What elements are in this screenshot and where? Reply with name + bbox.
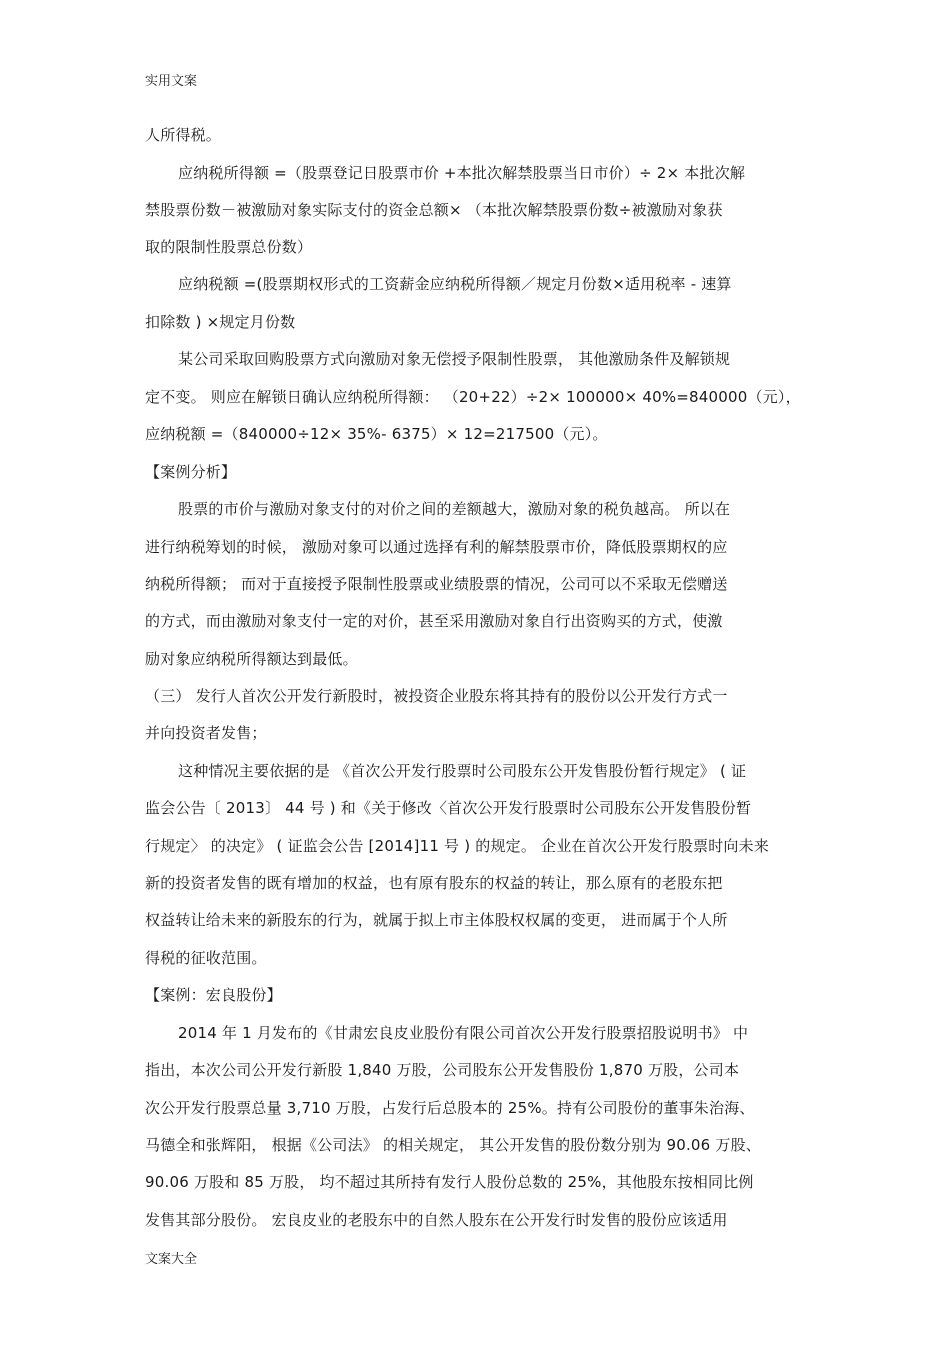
- text-line: 应纳税额 =（840000÷12× 35%- 6375）× 12=217500（元）。: [145, 425, 608, 443]
- text-line: 马德全和张辉阳， 根据《公司法》 的相关规定， 其公开发售的股份数分别为 90.06 万股、: [145, 1136, 761, 1154]
- text-line: 行规定〉 的决定》 ( 证监会公告 [2014]11 号 ) 的规定。 企业在首次公开发行股票时向未来: [145, 837, 770, 855]
- formula-line: 取的限制性股票总份数）: [145, 238, 313, 256]
- text-line: 新的投资者发售的既有增加的权益，也有原有股东的权益的转让，那么原有的老股东把: [145, 874, 723, 892]
- text-line: 的方式，而由激励对象支付一定的对价，甚至采用激励对象自行出资购买的方式，使激: [145, 612, 723, 630]
- text-line: 某公司采取回购股票方式向激励对象无偿授予限制性股票， 其他激励条件及解锁规: [178, 350, 731, 368]
- formula-line: 扣除数 ) ×规定月份数: [145, 313, 296, 331]
- section-heading: 【案例：宏良股份】: [145, 986, 282, 1004]
- text-line: 90.06 万股和 85 万股， 均不超过其所持有发行人股份总数的 25%，其他股东按相同比例: [145, 1173, 754, 1191]
- text-line: 得税的征收范围。: [145, 949, 267, 967]
- text-line: 并向投资者发售；: [145, 724, 267, 742]
- text-line: （三） 发行人首次公开发行新股时，被投资企业股东将其持有的股份以公开发行方式一: [145, 687, 728, 705]
- text-line: 人所得税。: [145, 126, 222, 144]
- text-line: 次公开发行股票总量 3,710 万股，占发行后总股本的 25%。持有公司股份的董事朱治海、: [145, 1099, 755, 1117]
- text-line: 指出，本次公司公开发行新股 1,840 万股，公司股东公开发售股份 1,870 万股，公司本: [145, 1061, 740, 1079]
- text-line: 权益转让给未来的新股东的行为，就属于拟上市主体股权权属的变更， 进而属于个人所: [145, 911, 728, 929]
- text-line: 这种情况主要依据的是 《首次公开发行股票时公司股东公开发售股份暂行规定》 ( 证: [178, 762, 747, 780]
- text-line: 监会公告〔 2013〕 44 号 ) 和《关于修改〈首次公开发行股票时公司股东公开发售股份暂: [145, 799, 752, 817]
- text-line: 发售其部分股份。 宏良皮业的老股东中的自然人股东在公开发行时发售的股份应该适用: [145, 1211, 728, 1229]
- page-footer: 文案大全: [145, 1252, 198, 1267]
- text-line: 进行纳税筹划的时候， 激励对象可以通过选择有利的解禁股票市价，降低股票期权的应: [145, 538, 728, 556]
- text-line: 2014 年 1 月发布的《甘肃宏良皮业股份有限公司首次公开发行股票招股说明书》 中: [178, 1024, 749, 1042]
- text-line: 励对象应纳税所得额达到最低。: [145, 650, 358, 668]
- text-line: 股票的市价与激励对象支付的对价之间的差额越大，激励对象的税负越高。 所以在: [178, 500, 731, 518]
- text-line: 定不变。 则应在解锁日确认应纳税所得额： （20+22）÷2× 100000× 40%=840000（元），: [145, 388, 801, 406]
- formula-line: 应纳税额 =(股票期权形式的工资薪金应纳税所得额／规定月份数×适用税率 - 速算: [178, 275, 732, 293]
- formula-line: 应纳税所得额 =（股票登记日股票市价 +本批次解禁股票当日市价）÷ 2× 本批次解: [178, 164, 746, 182]
- formula-line: 禁股票份数－被激励对象实际支付的资金总额× （本批次解禁股票份数÷被激励对象获: [145, 201, 723, 219]
- section-heading: 【案例分析】: [145, 463, 237, 481]
- text-line: 纳税所得额； 而对于直接授予限制性股票或业绩股票的情况，公司可以不采取无偿赠送: [145, 575, 728, 593]
- page-header: 实用文案: [145, 74, 198, 89]
